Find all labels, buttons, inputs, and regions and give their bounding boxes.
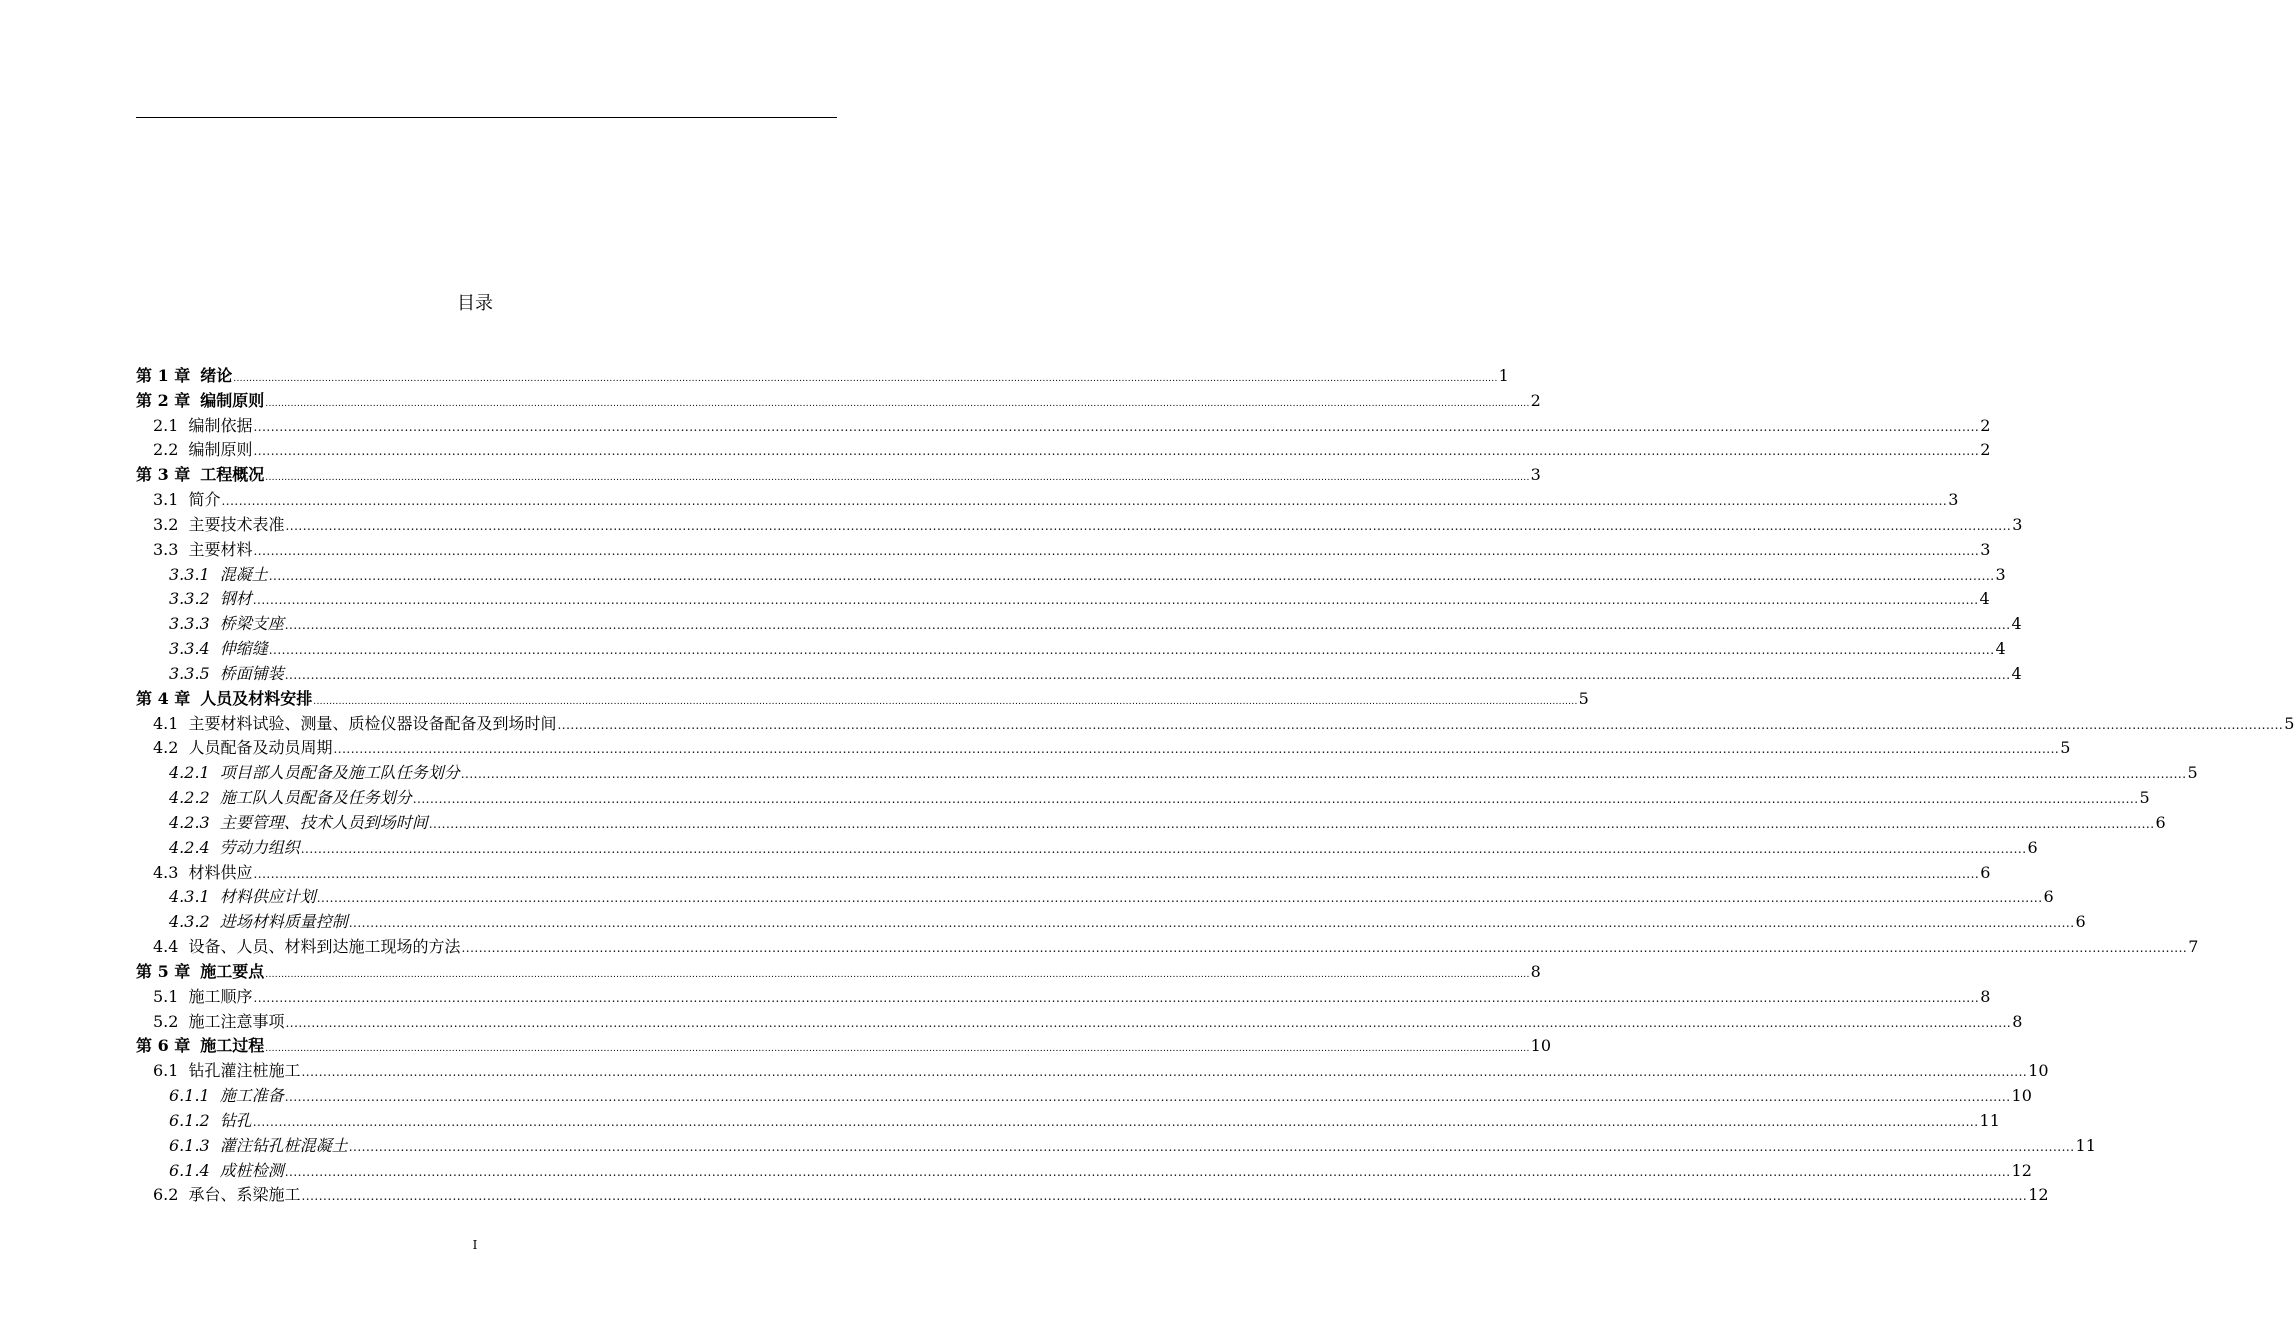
toc-entry-title: 简介 xyxy=(188,490,221,510)
toc-entry-number: 4.2.3 xyxy=(169,812,210,832)
toc-entry-page: 11 xyxy=(2075,1135,2096,1155)
toc-leader-dots: ................................................................................................................................................................................................................................................................................................................................................................................................................ xyxy=(285,518,2012,533)
toc-entry-label xyxy=(169,612,284,637)
toc-entry-page: 12 xyxy=(2011,1160,2032,1180)
toc-entry[interactable] xyxy=(136,712,2294,737)
toc-entry[interactable] xyxy=(136,637,2006,662)
toc-entry-label xyxy=(136,960,264,985)
toc-entry-title: 项目部人员配备及施工队任务划分 xyxy=(219,763,460,783)
toc-entry-number: 4.2.4 xyxy=(169,837,210,857)
toc-leader-dots: ................................................................................................................................................................................................................................................................................................................................................................................................................ xyxy=(348,1139,2075,1154)
toc-entry[interactable] xyxy=(136,960,1541,985)
toc-entry-label xyxy=(153,985,252,1010)
toc-entry-title: 绪论 xyxy=(200,366,233,385)
toc-entry-title: 设备、人员、材料到达施工现场的方法 xyxy=(188,937,461,957)
toc-leader-dots: ................................................................................................................................................................................................................................................................................................................................................................................................................ xyxy=(301,1065,2028,1080)
toc-entry-title: 主要管理、技术人员到场时间 xyxy=(219,812,428,832)
toc-entry-number: 4.3.1 xyxy=(169,887,210,907)
toc-leader-dots: ................................................................................................................................................................................................................................................................................................................................................................................................................ xyxy=(284,1164,2011,1179)
toc-entry[interactable] xyxy=(136,364,1509,389)
toc-entry-label xyxy=(169,786,412,811)
toc-entry-title: 施工要点 xyxy=(200,961,265,981)
toc-leader-dots: ................................................................................................................................................................................................................................................................................................................................................................................................................ xyxy=(268,643,1995,658)
toc-leader-dots: ................................................................................................................................................................................................................................................................................................................................................................................................................ xyxy=(461,941,2188,956)
toc-entry[interactable] xyxy=(136,935,2199,960)
toc-leader-dots: ................................................................................................................................................................................................................................................................................................................................................................................................................ xyxy=(300,841,2027,856)
header-rule xyxy=(136,117,837,118)
toc-entry-title: 承台、系梁施工 xyxy=(188,1185,301,1205)
toc-entry-page: 5 xyxy=(1578,688,1589,708)
toc-leader-dots: ................................................................................................................................................................................................................................................................................................................................................................................................................ xyxy=(253,419,1980,434)
toc-entry[interactable] xyxy=(136,1109,2000,1134)
toc-entry-number: 第 5 章 xyxy=(136,961,191,981)
toc-entry[interactable] xyxy=(136,389,1541,414)
toc-leader-dots: ................................................................................................................................................................................................................................................................................................................................................................................................................ xyxy=(284,618,2011,633)
toc-entry-page: 6 xyxy=(2075,912,2086,932)
toc-entry-number: 2.2 xyxy=(153,440,179,460)
toc-entry[interactable] xyxy=(136,786,2150,811)
toc-entry-title: 施工队人员配备及任务划分 xyxy=(219,788,412,808)
toc-leader-dots: ................................................................................................................................................................................................................................................................................................................................................................................................................ xyxy=(253,543,1980,558)
toc-entry-page: 3 xyxy=(1980,539,1991,559)
toc-entry-title: 主要技术表准 xyxy=(188,514,285,534)
toc-leader-dots: ................................................................................................................................................................................................................................................................................................................................................................................................................ xyxy=(265,1044,1530,1055)
toc-entry-title: 施工注意事项 xyxy=(188,1011,285,1031)
toc-entry-title: 材料供应 xyxy=(188,862,253,882)
toc-entry-label xyxy=(153,488,220,513)
toc-entry-page: 6 xyxy=(2043,887,2054,907)
toc-leader-dots: ................................................................................................................................................................................................................................................................................................................................................................................................................ xyxy=(252,593,1979,608)
toc-entry-number: 6.2 xyxy=(153,1185,179,1205)
toc-entry-label xyxy=(169,1109,252,1134)
toc-leader-dots: ................................................................................................................................................................................................................................................................................................................................................................................................................ xyxy=(253,990,1980,1005)
toc-entry-page: 2 xyxy=(1980,440,1991,460)
toc-entry[interactable] xyxy=(136,488,1959,513)
toc-entry[interactable] xyxy=(136,861,1991,886)
toc-entry-label xyxy=(169,637,268,662)
toc-entry-label xyxy=(153,935,460,960)
toc-entry-number: 第 6 章 xyxy=(136,1036,191,1056)
toc-leader-dots: ................................................................................................................................................................................................................................................................................................................................................................................................................ xyxy=(460,767,2187,782)
toc-entry[interactable] xyxy=(136,1059,2049,1084)
toc-entry-number: 4.2.1 xyxy=(169,763,210,783)
toc-entry-label xyxy=(136,1034,264,1059)
toc-entry-page: 10 xyxy=(2011,1086,2032,1106)
toc-entry-label xyxy=(153,861,252,886)
toc-entry-page: 3 xyxy=(2012,514,2023,534)
toc-entry-title: 编制原则 xyxy=(200,390,265,410)
toc-entry-number: 第 4 章 xyxy=(136,688,191,708)
toc-entry[interactable] xyxy=(136,811,2166,836)
toc-entry-title: 施工顺序 xyxy=(188,986,253,1006)
toc-entry-number: 第 1 章 xyxy=(136,366,191,385)
toc-entry[interactable] xyxy=(136,662,2022,687)
toc-leader-dots: ................................................................................................................................................................................................................................................................................................................................................................................................................ xyxy=(268,568,1995,583)
toc-entry-page: 8 xyxy=(2012,1011,2023,1031)
toc-entry[interactable] xyxy=(136,563,2006,588)
toc-entry-label xyxy=(153,736,332,761)
toc-entry-label xyxy=(153,1010,284,1035)
toc-entry-number: 4.2 xyxy=(153,738,179,758)
toc-entry[interactable] xyxy=(136,1034,1551,1059)
toc-entry[interactable] xyxy=(136,538,1991,563)
toc-entry-number: 6.1.3 xyxy=(169,1135,210,1155)
toc-entry-title: 人员及材料安排 xyxy=(200,688,313,708)
toc-entry-page: 6 xyxy=(2027,837,2038,857)
toc-leader-dots: ................................................................................................................................................................................................................................................................................................................................................................................................................ xyxy=(285,1015,2012,1030)
toc-leader-dots: ................................................................................................................................................................................................................................................................................................................................................................................................................ xyxy=(265,969,1530,980)
toc-leader-dots: ................................................................................................................................................................................................................................................................................................................................................................................................................ xyxy=(233,374,1498,384)
toc-entry-page: 3 xyxy=(1995,564,2006,584)
toc-entry-page: 5 xyxy=(2187,763,2198,783)
toc-entry[interactable] xyxy=(136,1159,2032,1184)
toc-entry-title: 施工过程 xyxy=(200,1036,265,1056)
toc-entry-number: 3.3.3 xyxy=(169,614,210,634)
toc-entry[interactable] xyxy=(136,910,2086,935)
toc-entry-page: 11 xyxy=(1979,1110,2000,1130)
toc-entry-number: 4.1 xyxy=(153,713,179,733)
toc-entry-page: 3 xyxy=(1948,490,1959,510)
toc-leader-dots: ................................................................................................................................................................................................................................................................................................................................................................................................................ xyxy=(265,473,1530,484)
toc-leader-dots: ................................................................................................................................................................................................................................................................................................................................................................................................................ xyxy=(301,1189,2028,1204)
toc-entry-number: 6.1.4 xyxy=(169,1160,210,1180)
toc-entry-number: 3.2 xyxy=(153,514,179,534)
toc-entry[interactable] xyxy=(136,513,2023,538)
toc-leader-dots: ................................................................................................................................................................................................................................................................................................................................................................................................................ xyxy=(348,916,2075,931)
toc-entry[interactable] xyxy=(136,414,1991,439)
toc-entry-title: 人员配备及动员周期 xyxy=(188,738,333,758)
toc-entry[interactable] xyxy=(136,836,2038,861)
toc-entry-number: 4.3.2 xyxy=(169,912,210,932)
toc-entry-label xyxy=(169,910,348,935)
toc-entry-page: 4 xyxy=(2011,614,2022,634)
toc-entry[interactable] xyxy=(136,761,2198,786)
toc-entry-page: 2 xyxy=(1980,415,1991,435)
toc-entry[interactable] xyxy=(136,885,2054,910)
toc-entry-title: 工程概况 xyxy=(200,465,265,485)
toc-entry[interactable] xyxy=(136,687,1589,712)
toc-entry[interactable] xyxy=(136,1084,2032,1109)
toc-entry-number: 4.4 xyxy=(153,937,179,957)
toc-entry-number: 2.1 xyxy=(153,415,179,435)
toc-entry-title: 桥面铺装 xyxy=(219,663,284,683)
toc-entry-label xyxy=(169,563,268,588)
toc-entry-title: 进场材料质量控制 xyxy=(219,912,348,932)
toc-entry-number: 3.3 xyxy=(153,539,179,559)
toc-entry[interactable] xyxy=(136,612,2022,637)
toc-entry-page: 5 xyxy=(2060,738,2071,758)
toc-entry-page: 4 xyxy=(1979,589,1990,609)
toc-leader-dots: ................................................................................................................................................................................................................................................................................................................................................................................................................ xyxy=(412,792,2139,807)
toc-entry-label xyxy=(169,836,300,861)
toc-entry-title: 伸缩缝 xyxy=(219,639,268,659)
toc-entry-label xyxy=(169,1134,348,1159)
toc-leader-dots: ................................................................................................................................................................................................................................................................................................................................................................................................................ xyxy=(253,866,1980,881)
toc-entry-page: 4 xyxy=(1995,639,2006,659)
toc-entry-label xyxy=(153,1183,300,1208)
toc-entry-label xyxy=(153,414,252,439)
toc-entry-page: 12 xyxy=(2028,1185,2049,1205)
toc-entry-page: 6 xyxy=(2155,812,2166,832)
toc-entry-number: 5.1 xyxy=(153,986,179,1006)
toc-leader-dots: ................................................................................................................................................................................................................................................................................................................................................................................................................ xyxy=(265,398,1530,409)
toc-entry-label xyxy=(136,463,264,488)
toc-entry-page: 1 xyxy=(1498,366,1509,385)
toc-entry-page: 5 xyxy=(2284,713,2294,733)
toc-entry-title: 编制原则 xyxy=(188,440,253,460)
toc-entry-title: 钢材 xyxy=(219,589,252,609)
toc-entry-label xyxy=(169,662,284,687)
toc-entry-number: 6.1 xyxy=(153,1061,179,1081)
toc-entry-title: 钻孔 xyxy=(219,1110,252,1130)
toc-entry-page: 8 xyxy=(1980,986,1991,1006)
toc-entry-title: 施工准备 xyxy=(219,1086,284,1106)
toc-leader-dots: ................................................................................................................................................................................................................................................................................................................................................................................................................ xyxy=(284,1090,2011,1105)
toc-leader-dots: ................................................................................................................................................................................................................................................................................................................................................................................................................ xyxy=(221,494,1948,509)
toc-entry-label xyxy=(153,513,284,538)
toc-entry-title: 桥梁支座 xyxy=(219,614,284,634)
page-number-footer: I xyxy=(472,1238,478,1252)
toc-entry-title: 主要材料试验、测量、质检仪器设备配备及到场时间 xyxy=(188,713,557,733)
toc-entry[interactable] xyxy=(136,463,1541,488)
toc-entry-number: 4.2.2 xyxy=(169,788,210,808)
toc-entry-title: 灌注钻孔桩混凝土 xyxy=(219,1135,348,1155)
toc-entry-page: 3 xyxy=(1530,465,1541,485)
toc-leader-dots: ................................................................................................................................................................................................................................................................................................................................................................................................................ xyxy=(557,717,2284,732)
toc-entry-page: 2 xyxy=(1530,390,1541,410)
toc-entry-page: 6 xyxy=(1980,862,1991,882)
toc-entry-page: 10 xyxy=(1530,1036,1551,1056)
toc-leader-dots: ................................................................................................................................................................................................................................................................................................................................................................................................................ xyxy=(253,444,1980,459)
toc-entry-number: 第 3 章 xyxy=(136,465,191,485)
toc-entry-page: 10 xyxy=(2028,1061,2049,1081)
toc-entry-label xyxy=(169,761,460,786)
toc-entry[interactable] xyxy=(136,1134,2096,1159)
toc-entry[interactable] xyxy=(136,985,1991,1010)
toc-leader-dots: ................................................................................................................................................................................................................................................................................................................................................................................................................ xyxy=(284,667,2011,682)
toc-entry-label xyxy=(169,587,252,612)
toc-entry-label xyxy=(169,811,428,836)
toc-entry-label xyxy=(169,1084,284,1109)
toc-entry-number: 3.3.2 xyxy=(169,589,210,609)
toc-entry-number: 3.1 xyxy=(153,490,179,510)
toc-entry-page: 8 xyxy=(1530,961,1541,981)
toc-entry-title: 劳动力组织 xyxy=(219,837,300,857)
toc-entry[interactable] xyxy=(136,736,2071,761)
toc-leader-dots: ................................................................................................................................................................................................................................................................................................................................................................................................................ xyxy=(316,891,2043,906)
toc-entry[interactable] xyxy=(136,587,1990,612)
toc-entry-number: 5.2 xyxy=(153,1011,179,1031)
toc-entry-label xyxy=(153,712,556,737)
toc-entry-page: 7 xyxy=(2188,937,2199,957)
toc-entry-label xyxy=(136,389,264,414)
toc-entry[interactable] xyxy=(136,438,1991,463)
toc-leader-dots: ................................................................................................................................................................................................................................................................................................................................................................................................................ xyxy=(428,816,2155,831)
toc-entry-title: 主要材料 xyxy=(188,539,253,559)
toc-entry-title: 材料供应计划 xyxy=(219,887,316,907)
toc-title: 目录 xyxy=(457,293,493,314)
toc-entry-number: 3.3.1 xyxy=(169,564,210,584)
toc-entry-number: 6.1.2 xyxy=(169,1110,210,1130)
toc-leader-dots: ................................................................................................................................................................................................................................................................................................................................................................................................................ xyxy=(333,742,2060,757)
toc-entry-title: 钻孔灌注桩施工 xyxy=(188,1061,301,1081)
toc-entry-label xyxy=(153,538,252,563)
toc-entry-page: 4 xyxy=(2011,663,2022,683)
toc-entry-number: 3.3.5 xyxy=(169,663,210,683)
toc-entry-title: 编制依据 xyxy=(188,415,253,435)
table-of-contents xyxy=(136,364,2294,1208)
toc-entry[interactable] xyxy=(136,1010,2023,1035)
toc-entry-label xyxy=(169,1159,284,1184)
toc-entry-label xyxy=(136,364,232,389)
toc-leader-dots: ................................................................................................................................................................................................................................................................................................................................................................................................................ xyxy=(313,696,1578,707)
toc-entry-label xyxy=(153,438,252,463)
toc-entry-page: 5 xyxy=(2139,788,2150,808)
toc-entry-number: 3.3.4 xyxy=(169,639,210,659)
toc-entry-number: 第 2 章 xyxy=(136,390,191,410)
toc-entry-title: 混凝土 xyxy=(219,564,268,584)
toc-entry-title: 成桩检测 xyxy=(219,1160,284,1180)
toc-entry[interactable] xyxy=(136,1183,2049,1208)
toc-entry-label xyxy=(153,1059,300,1084)
toc-entry-label xyxy=(169,885,316,910)
toc-entry-number: 4.3 xyxy=(153,862,179,882)
toc-leader-dots: ................................................................................................................................................................................................................................................................................................................................................................................................................ xyxy=(252,1114,1979,1129)
toc-entry-number: 6.1.1 xyxy=(169,1086,210,1106)
toc-entry-label xyxy=(136,687,312,712)
